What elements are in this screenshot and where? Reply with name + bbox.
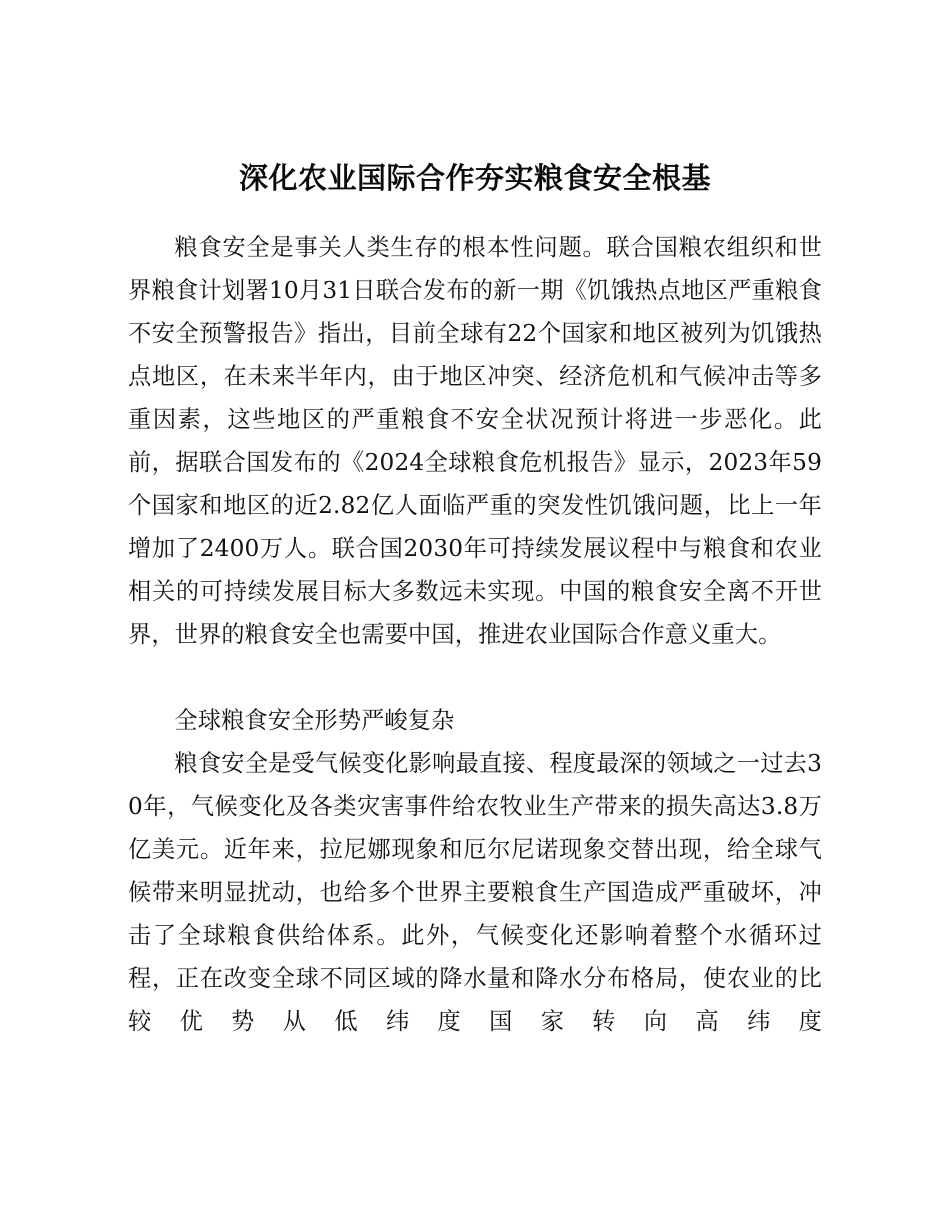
paragraph-spacer <box>128 656 822 699</box>
section-subheading-1: 全球粮食安全形势严峻复杂 <box>174 707 455 734</box>
paragraph-1: 粮食安全是事关人类生存的根本性问题。联合国粮农组织和世界粮食计划署10月31日联合发布的新一期《饥饿热点地区严重粮食不安全预警报告》指出，目前全球有22个国家和地区被列为饥饿热点地区，在未来半年内，由于地区冲突、经济危机和气候冲击等多重因素，这些地区的严重粮食不安全状况预计将进一步恶化。此前，据联合国发布的《2024全球粮食危机报告》显示，2023年59个国家和地区的近2.82亿人面临严重的突发性饥饿问题，比上一年增加了2400万人。联合国2030年可持续发展议程中与粮食和农业相关的可持续发展目标大多数远未实现。中国的粮食安全离不开世界，世界的粮食安全也需要中国，推进农业国际合作意义重大。 <box>128 234 822 648</box>
document-body <box>128 226 822 1043</box>
paragraph-2: 粮食安全是受气候变化影响最直接、程度最深的领域之一过去30年，气候变化及各类灾害事件给农牧业生产带来的损失高达3.8万亿美元。近年来，拉尼娜现象和厄尔尼诺现象交替出现，给全球气候带来明显扰动，也给多个世界主要粮食生产国造成严重破坏，冲击了全球粮食供给体系。此外，气候变化还影响着整个水循环过程，正在改变全球不同区域的降水量和降水分布格局，使农业的比较优势从低纬度国家转向高纬度 <box>128 750 822 1035</box>
page-title: 深化农业国际合作夯实粮食安全根基 <box>238 161 711 195</box>
